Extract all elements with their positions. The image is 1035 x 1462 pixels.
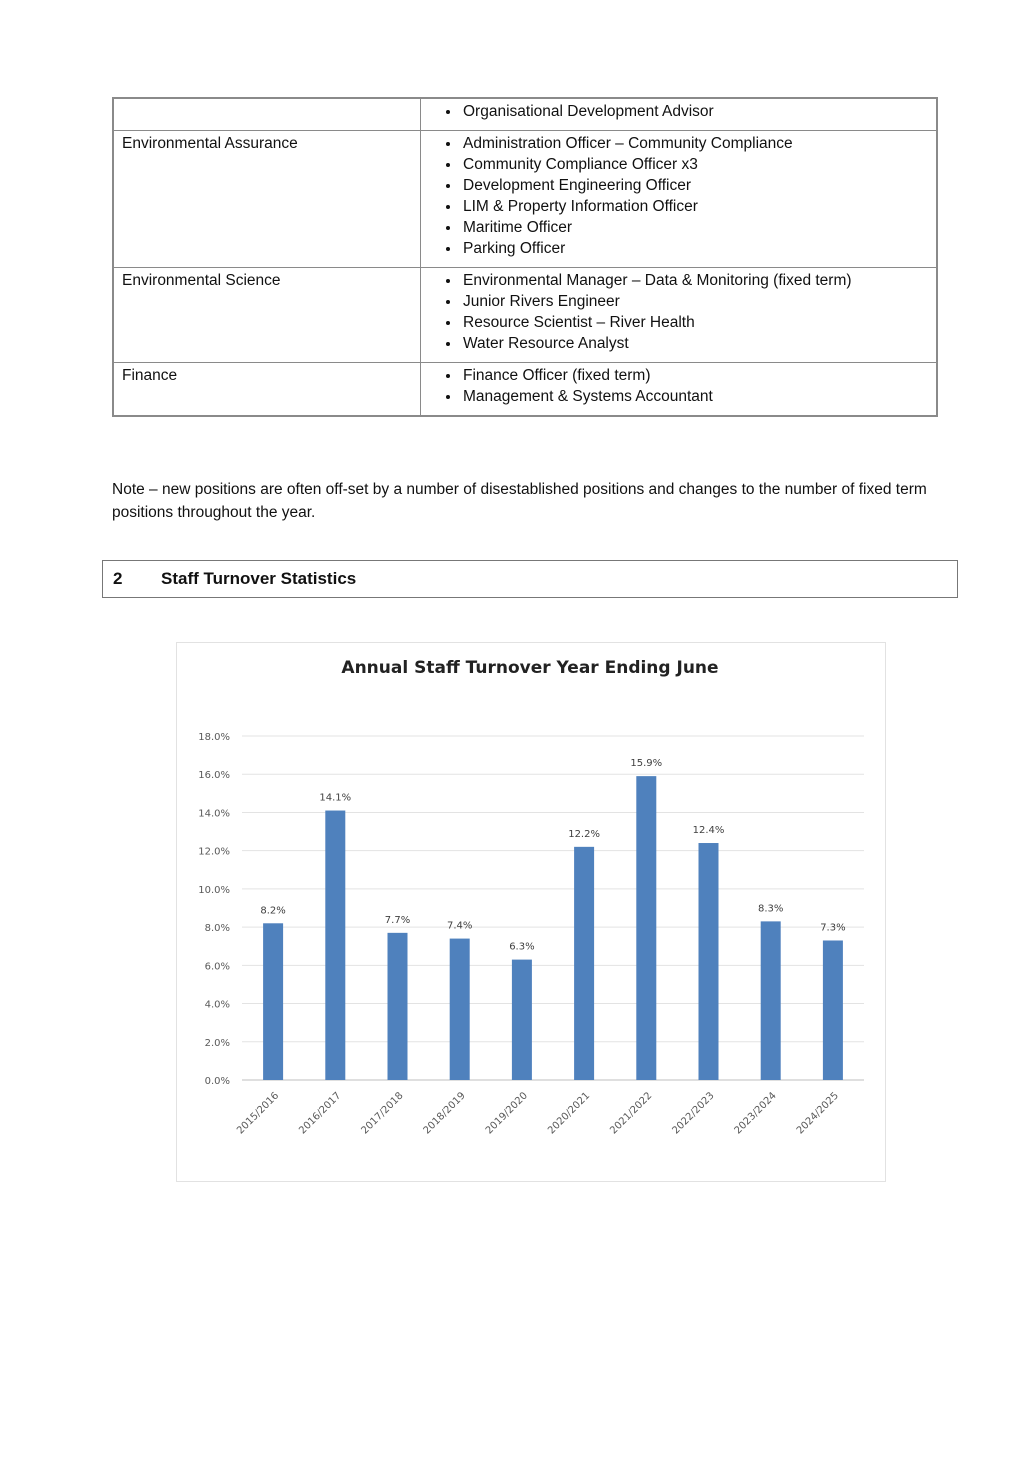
data-label: 7.7%: [384, 914, 411, 926]
data-label: 12.4%: [692, 825, 725, 837]
y-tick-label: 10.0%: [198, 884, 230, 896]
table-row: [113, 131, 937, 268]
y-tick-label: 18.0%: [198, 732, 230, 743]
department-cell: Environmental Assurance: [113, 131, 421, 268]
y-tick-label: 16.0%: [198, 770, 230, 782]
bar: [823, 940, 843, 1080]
y-tick-label: 14.0%: [198, 808, 230, 820]
positions-cell: [421, 363, 938, 417]
positions-cell: [421, 268, 938, 363]
department-cell: Finance: [113, 363, 421, 417]
x-tick-label: 2020/2021: [546, 1090, 593, 1137]
section-number: 2: [113, 569, 123, 588]
list-item: • Resource Scientist – River Health: [461, 312, 928, 333]
bar: [263, 923, 283, 1080]
list-item: • Junior Rivers Engineer: [461, 291, 928, 312]
list-item: • LIM & Property Information Officer: [461, 196, 928, 217]
list-item: • Environmental Manager – Data & Monitoring (fixed term): [461, 270, 928, 291]
y-tick-label: 8.0%: [204, 923, 230, 935]
y-tick-label: 6.0%: [204, 961, 230, 973]
note-paragraph: Note – new positions are often off-set by a number of disestablished positions and changes to the number of fixed term positions throughout the year.: [112, 481, 927, 521]
bar: [574, 847, 594, 1080]
x-tick-label: 2022/2023: [670, 1090, 717, 1137]
data-label: 8.2%: [260, 905, 286, 917]
department-cell: [113, 98, 421, 131]
section-heading: [102, 560, 958, 598]
data-label: 8.3%: [757, 903, 784, 915]
x-tick-label: 2016/2017: [297, 1090, 344, 1137]
table-row: [113, 268, 937, 363]
bar: [699, 843, 719, 1080]
list-item: • Management & Systems Accountant: [461, 386, 928, 407]
x-tick-label: 2023/2024: [732, 1090, 779, 1137]
x-tick-label: 2015/2016: [235, 1090, 282, 1137]
list-item: • Finance Officer (fixed term): [461, 365, 928, 386]
positions-cell: [421, 98, 938, 131]
list-item: • Organisational Development Advisor: [461, 101, 928, 122]
turnover-chart: [176, 642, 886, 1182]
x-tick-label: 2024/2025: [794, 1090, 842, 1137]
list-item: • Community Compliance Officer x3: [461, 154, 928, 175]
department-cell: Environmental Science: [113, 268, 421, 363]
data-label: 7.3%: [820, 922, 846, 934]
data-label: 6.3%: [509, 941, 535, 953]
y-tick-label: 4.0%: [204, 999, 230, 1011]
positions-list: [429, 270, 928, 354]
y-tick-label: 12.0%: [198, 846, 230, 858]
list-item: • Maritime Officer: [461, 217, 928, 238]
y-tick-label: 2.0%: [204, 1037, 230, 1049]
table-row: [113, 98, 937, 131]
chart-title: Annual Staff Turnover Year Ending June: [341, 658, 719, 678]
roles-table-body: [113, 98, 937, 416]
list-item: • Development Engineering Officer: [461, 175, 928, 196]
positions-cell: [421, 131, 938, 268]
turnover-chart-svg: [176, 642, 886, 1182]
data-label: 12.2%: [568, 828, 600, 840]
x-tick-label: 2017/2018: [359, 1090, 406, 1137]
x-tick-label: 2021/2022: [608, 1090, 655, 1137]
y-tick-label: 0.0%: [204, 1076, 230, 1087]
positions-list: [429, 101, 928, 122]
positions-list: [429, 365, 928, 407]
data-label: 14.1%: [319, 792, 352, 804]
bar: [636, 776, 656, 1080]
x-tick-label: 2018/2019: [421, 1090, 468, 1137]
list-item: • Parking Officer: [461, 238, 928, 259]
table-row: [113, 363, 937, 417]
bar: [512, 960, 532, 1080]
bar: [388, 933, 408, 1080]
section-title: Staff Turnover Statistics: [161, 569, 357, 588]
roles-table: [112, 97, 938, 417]
bar: [450, 939, 470, 1080]
data-label: 7.4%: [446, 920, 473, 932]
bar: [325, 811, 345, 1080]
list-item: • Administration Officer – Community Compliance: [461, 133, 928, 154]
data-label: 15.9%: [630, 758, 663, 770]
bar: [761, 921, 781, 1080]
positions-list: [429, 133, 928, 259]
list-item: • Water Resource Analyst: [461, 333, 928, 354]
x-tick-label: 2019/2020: [483, 1090, 531, 1137]
